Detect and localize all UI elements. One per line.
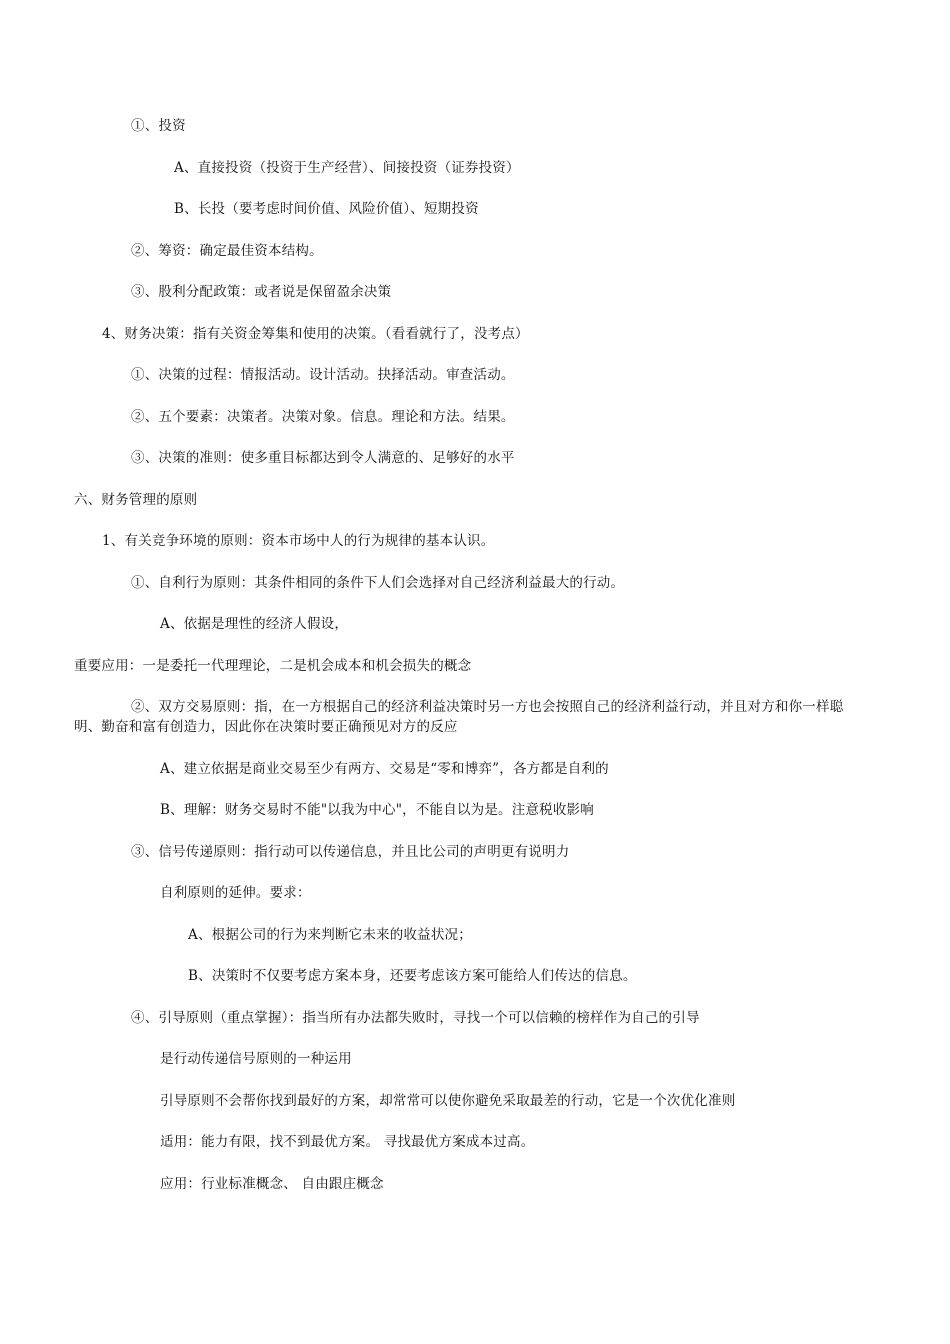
text-line: 重要应用：一是委托一代理理论，二是机会成本和机会损失的概念 [74,658,472,674]
text-line: B、长投（要考虑时间价值、风险价值）、短期投资 [174,201,479,217]
text-line: ③、信号传递原则：指行动可以传递信息，并且比公司的声明更有说明力 [131,844,570,860]
text-line: 适用：能力有限，找不到最优方案。 寻找最优方案成本过高。 [160,1134,535,1150]
text-line: 自利原则的延伸。要求： [160,885,311,901]
text-line: ①、投资 [131,118,186,134]
text-line: ②、五个要素：决策者。决策对象。信息。理论和方法。结果。 [131,409,515,425]
section-heading: 六、财务管理的原则 [74,492,198,508]
text-line: 4、财务决策：指有关资金筹集和使用的决策。（看看就行了，没考点） [102,326,529,342]
text-line: A、直接投资（投资于生产经营）、间接投资（证券投资） [174,160,520,176]
text-line: ④、引导原则（重点掌握）：指当所有办法都失败时，寻找一个可以信赖的榜样作为自己的引导 [131,1010,700,1026]
text-line: ①、自利行为原则：其条件相同的条件下人们会选择对自己经济利益最大的行动。 [131,575,625,591]
text-line: 引导原则不会帮你找到最好的方案，却常常可以使你避免采取最差的行动，它是一个次优化准则 [160,1093,736,1109]
text-line: 明、勤奋和富有创造力，因此你在决策时要正确预见对方的反应 [74,719,458,735]
text-line: A、依据是理性的经济人假设， [160,616,349,632]
text-line: B、理解：财务交易时不能"以我为中心"，不能自以为是。注意税收影响 [160,802,594,818]
text-line: ③、决策的准则：使多重目标都达到令人满意的、足够好的水平 [131,450,515,466]
text-line: 1、有关竞争环境的原则：资本市场中人的行为规律的基本认识。 [102,533,495,549]
text-line: A、建立依据是商业交易至少有两方、交易是“零和博弈”，各方都是自利的 [160,761,609,777]
text-line: ②、双方交易原则：指，在一方根据自己的经济利益决策时另一方也会按照自己的经济利益行动，并且对方和你一样聪 [131,699,844,715]
text-line: ①、决策的过程：情报活动。设计活动。抉择活动。审查活动。 [131,367,515,383]
text-line: ②、筹资：确定最佳资本结构。 [131,243,323,259]
text-line: 是行动传递信号原则的一种运用 [160,1051,352,1067]
text-line: ③、股利分配政策：或者说是保留盈余决策 [131,284,392,300]
text-line: A、根据公司的行为来判断它未来的收益状况； [188,927,472,943]
text-line: 应用：行业标准概念、 自由跟庄概念 [160,1176,384,1192]
text-line: B、决策时不仅要考虑方案本身，还要考虑该方案可能给人们传达的信息。 [188,968,637,984]
